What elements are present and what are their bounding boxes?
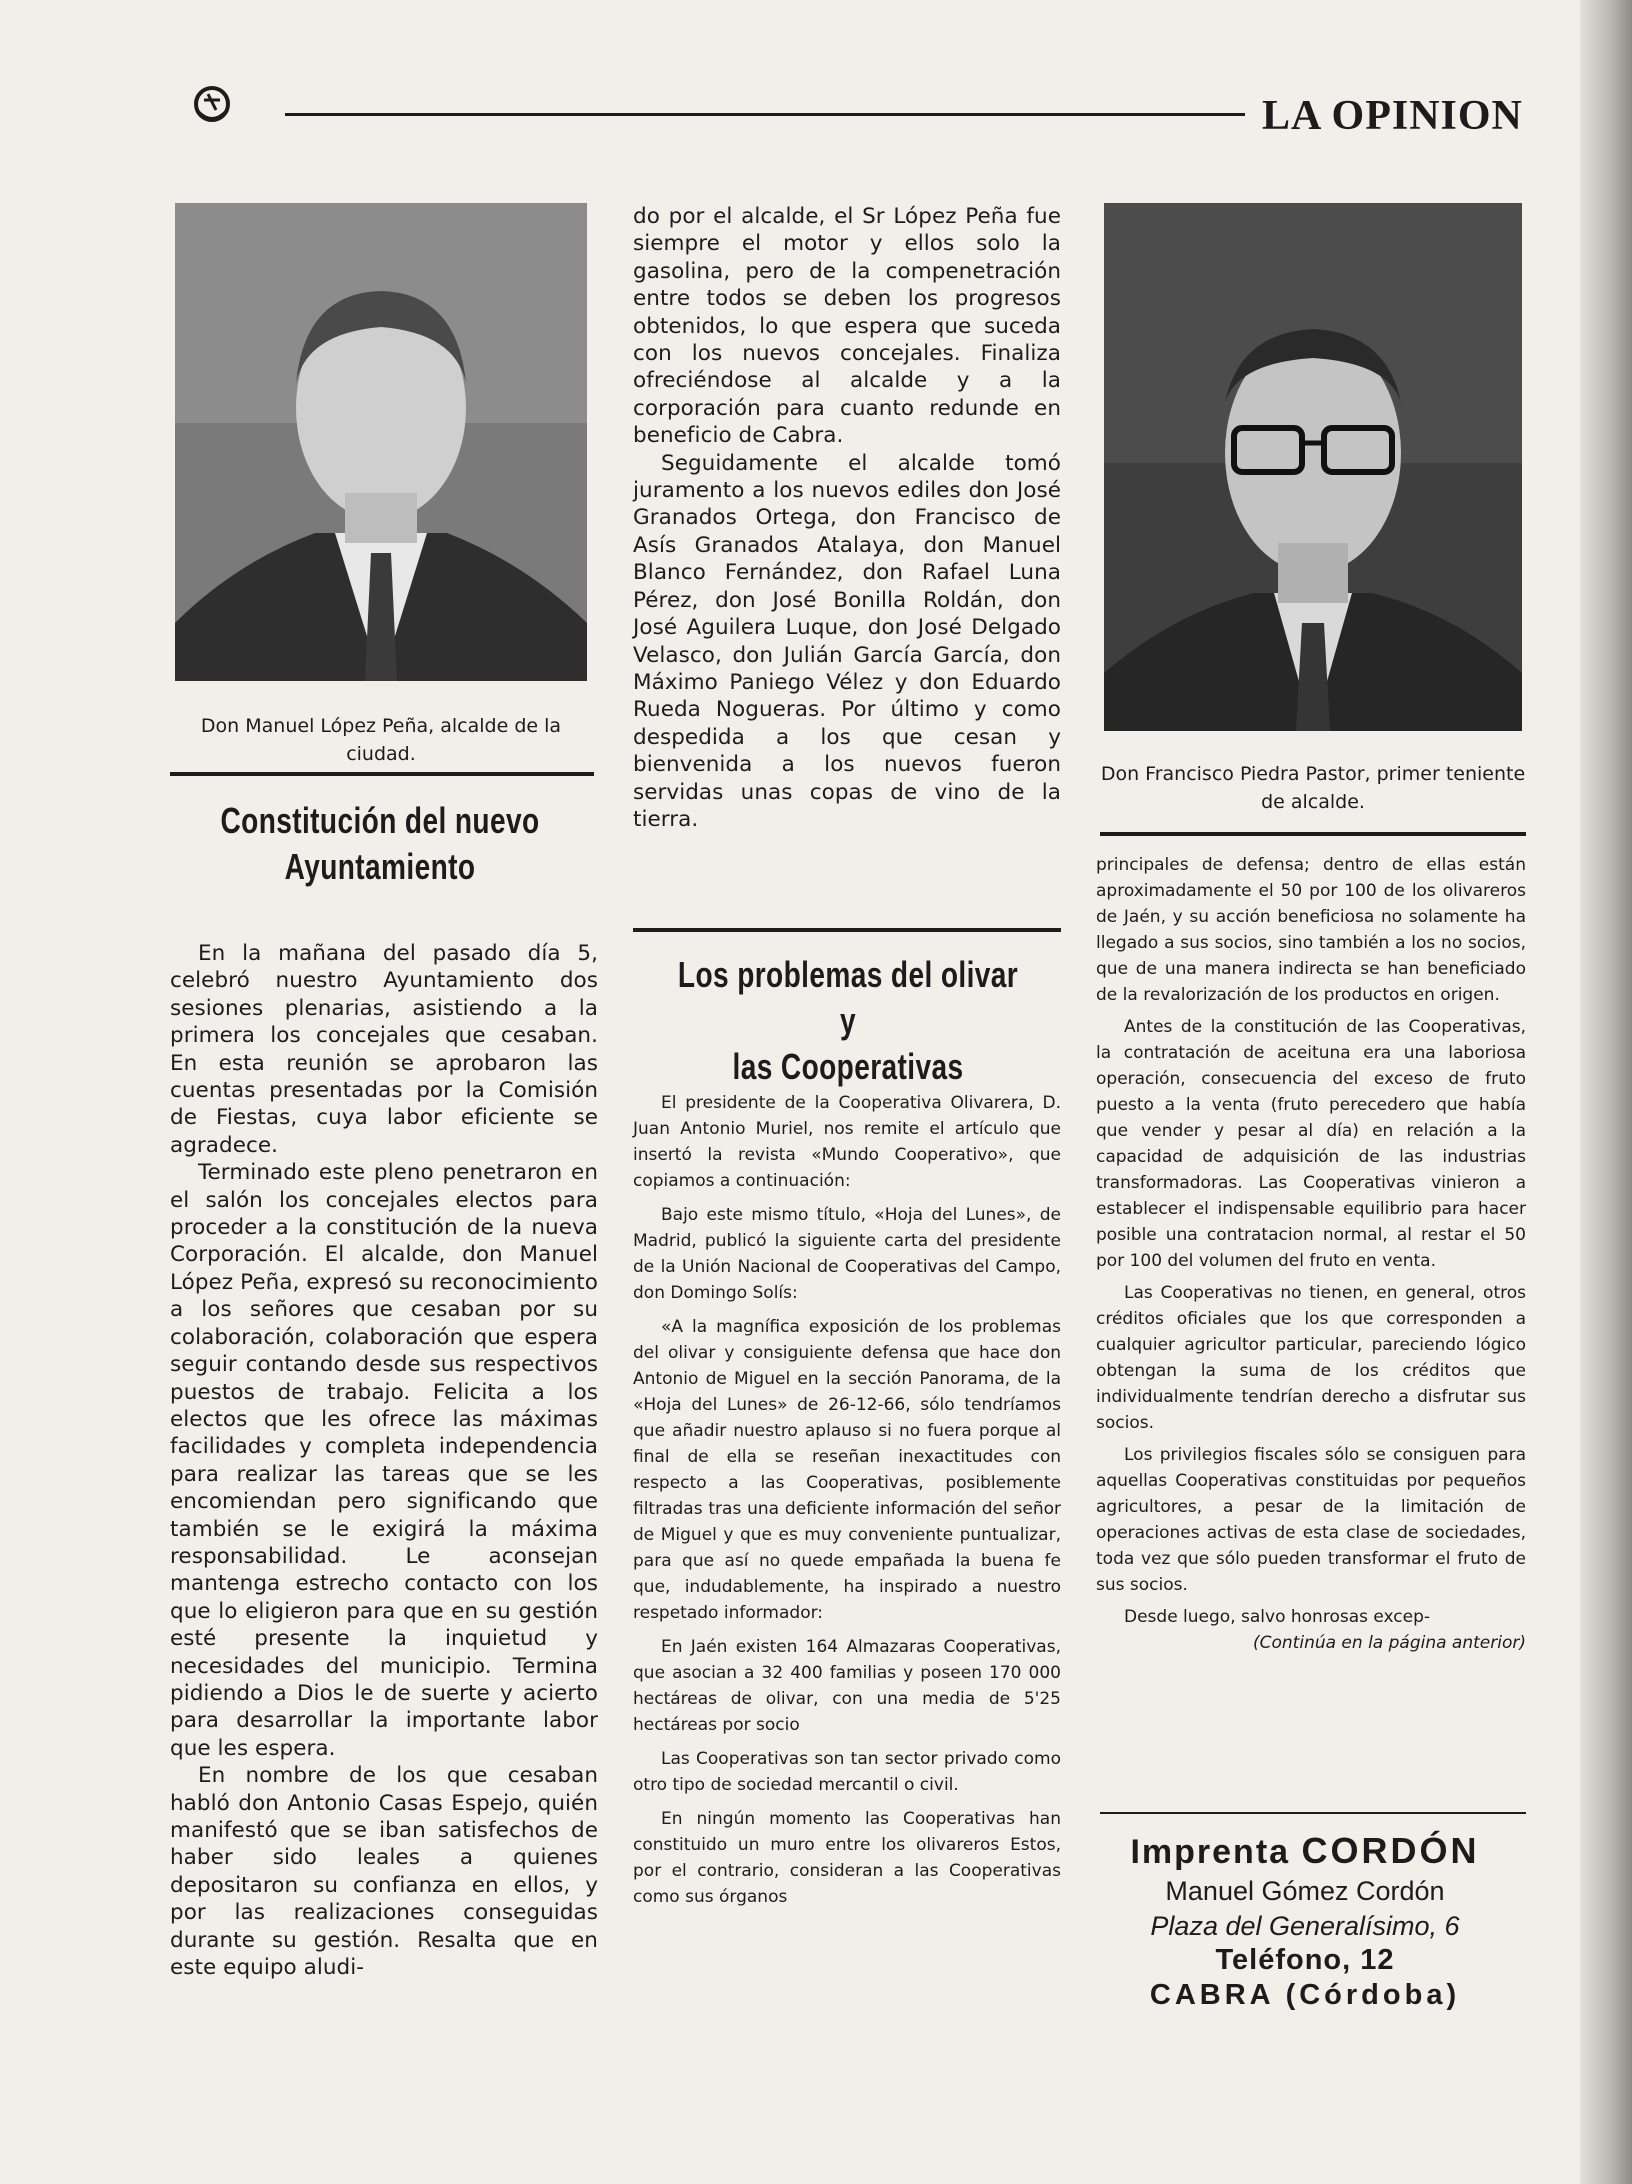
article1-paragraph: En la mañana del pasado día 5, celebró nuestro Ayuntamiento dos sesiones plenarias, asistiendo a la primera los concejales que cesaban. En esta reunión se aprobaron las cuentas presentadas por la Comisión de Fiestas, cuya labor eficiente se agradece. [170, 941, 598, 1158]
article1-paragraph: do por el alcalde, el Sr López Peña fue siempre el motor y ellos solo la gasolina, pero de la compenetración entre todos se deben los progresos obtenidos, lo que espera que suceda con los nuevos concejales. Finaliza ofreciéndose al alcalde y a la corporación para cuanto redunde en beneficio de Cabra. [633, 204, 1061, 449]
article2-paragraph: Antes de la constitución de las Cooperativas, la contratación de aceituna era una laboriosa operación, consecuencia del exceso de fruto puesto a la venta (fruto perecedero que había que vender y pesar al día) en relación a la capacidad de adquisición de las industrias transformadoras. Las Cooperativas vinieron a establecer el indispensable equilibrio para hacer posible una contratacion normal, al restar el 50 por 100 del volumen del fruto en venta. [1096, 1017, 1526, 1271]
portrait-right [1104, 203, 1522, 731]
right-caption-rule [1100, 832, 1526, 836]
article2-paragraph: principales de defensa; dentro de ellas están aproximadamente el 50 por 100 de los olivareros de Jaén, y su acción beneficiosa no solamente ha llegado a sus socios, sino también a los no socios, que de una manera indirecta se han beneficiado de la revalorización de los productos en origen. [1096, 855, 1526, 1005]
imprint-address: Plaza del Generalísimo, 6 [1150, 1911, 1460, 1941]
publication-logo-icon [188, 82, 236, 130]
continued-note: (Continúa en la página anterior) [1253, 1633, 1526, 1653]
article2-paragraph: Desde luego, salvo honrosas excep- [1124, 1607, 1431, 1627]
article2-paragraph: En ningún momento las Cooperativas han constituido un muro entre los olivareros Estos, por el contrario, consideran a las Cooperativas como sus órganos [633, 1809, 1061, 1907]
article2-column1 [633, 1090, 1061, 1910]
article1-headline [208, 798, 551, 890]
imprint-name-prefix: Imprenta [1130, 1833, 1291, 1871]
article1-column1 [170, 940, 598, 1981]
article1-paragraph: Terminado este pleno penetraron en el salón los concejales electos para proceder a la constitución de la nueva Corporación. El alcalde, don Manuel López Peña, expresó su reconocimiento a los señores que cesaban por su colaboración, colaboración que espera seguir contando desde sus respectivos puestos de trabajo. Felicita a los electos que les ofrece las máximas facilidades y completa independencia para realizar las tareas que se les encomiendan pero significando que también se le exigirá la máxima responsabilidad. Le aconsejan mantenga estrecho contacto con los que lo eligieron para que en su gestión esté presente la inquietud y necesidades del municipio. Termina pidiendo a Dios le de suerte y acierto para desarrollar la importante labor que les espera. [170, 1160, 598, 1761]
portrait-right-caption: Don Francisco Piedra Pastor, primer teniente de alcalde. [1100, 763, 1526, 813]
article1-headline-line2: Ayuntamiento [284, 846, 476, 887]
article2-column2 [1096, 852, 1526, 1656]
article1-paragraph: Seguidamente el alcalde tomó juramento a los nuevos ediles don José Granados Ortega, don Francisco de Asís Granados Atalaya, don Manuel Blanco Fernández, don Rafael Luna Pérez, don José Bonilla Roldán, don José Aguilera Luque, don José Delgado Velasco, don Julián García García, don Máximo Paniego Vélez y don Eduardo Rueda Nogueras. Por último y como despedida a los que cesan y bienvenida a los nuevos fueron servidas unas copas de vino de la tierra. [633, 450, 1061, 832]
portrait-left [175, 203, 587, 681]
article2-headline-line2: las Cooperativas [732, 1046, 964, 1087]
article1-column2 [633, 203, 1061, 833]
imprint-city: CABRA (Córdoba) [1149, 1979, 1461, 2011]
article1-paragraph: En nombre de los que cesaban habló don Antonio Casas Espejo, quién manifestó que se iban satisfechos de haber sido leales a quienes depositaron su confianza en ellos, y por las realizaciones conseguidas durante su gestión. Resalta que en este equipo aludi- [170, 1763, 598, 1981]
header-rule [285, 113, 1245, 116]
article2-paragraph: Bajo este mismo título, «Hoja del Lunes», de Madrid, publicó la siguiente carta del presidente de la Unión Nacional de Cooperativas del Campo, don Domingo Solís: [633, 1205, 1061, 1303]
binding-gutter [1580, 0, 1632, 2184]
imprint-name [1085, 1830, 1525, 1872]
imprint-phone: Teléfono, 12 [1215, 1944, 1395, 1976]
imprint-name-main: CORDÓN [1301, 1830, 1480, 1871]
imprint-top-rule [1100, 1812, 1526, 1814]
publication-title: LA OPINION [1262, 93, 1523, 139]
middle-column-rule [633, 928, 1061, 932]
left-caption-rule [170, 772, 594, 776]
article2-paragraph: El presidente de la Cooperativa Olivarera, D. Juan Antonio Muriel, nos remite el artículo que insertó la revista «Mundo Cooperativo», que copiamos a continuación: [633, 1093, 1061, 1191]
portrait-left-caption: Don Manuel López Peña, alcalde de la ciudad. [200, 715, 562, 765]
article2-paragraph: En Jaén existen 164 Almazaras Cooperativas, que asocian a 32 400 familias y poseen 170 000 hectáreas de olivar, con una media de 5'25 hectáreas por socio [633, 1637, 1061, 1735]
imprint-owner: Manuel Gómez Cordón [1165, 1876, 1445, 1906]
article2-headline-line1: Los problemas del olivar y [677, 954, 1019, 1041]
article2-paragraph: Las Cooperativas son tan sector privado como otro tipo de sociedad mercantil o civil. [633, 1749, 1061, 1795]
article2-paragraph: «A la magnífica exposición de los problemas del olivar y consiguiente defensa que hace don Antonio de Miguel en la sección Panorama, de la «Hoja del Lunes» de 26-12-66, sólo tendríamos que añadir nuestro aplauso si no fuera porque al final de ella se reseñan inexactitudes con respecto a las Cooperativas, posiblemente filtradas tras una deficiente información del señor de Miguel y que es muy conveniente puntualizar, para que así no quede empañada la buena fe que, indudablemente, ha inspirado a nuestro respetado informador: [633, 1317, 1061, 1623]
article2-headline [670, 952, 1026, 1090]
article2-paragraph: Los privilegios fiscales sólo se consiguen para aquellas Cooperativas constituidas por pequeños agricultores, a pesar de la limitación de operaciones activas de esta clase de sociedades, toda vez que sólo pueden transformar el fruto de sus socios. [1096, 1445, 1526, 1595]
article1-headline-line1: Constitución del nuevo [220, 800, 540, 841]
printer-imprint [1085, 1830, 1525, 2012]
article2-paragraph: Las Cooperativas no tienen, en general, otros créditos oficiales que los que corresponden a cualquier agricultor particular, pareciendo lógico obtengan la suma de los créditos que individualmente tendrían derecho a disfrutar sus socios. [1096, 1283, 1526, 1433]
